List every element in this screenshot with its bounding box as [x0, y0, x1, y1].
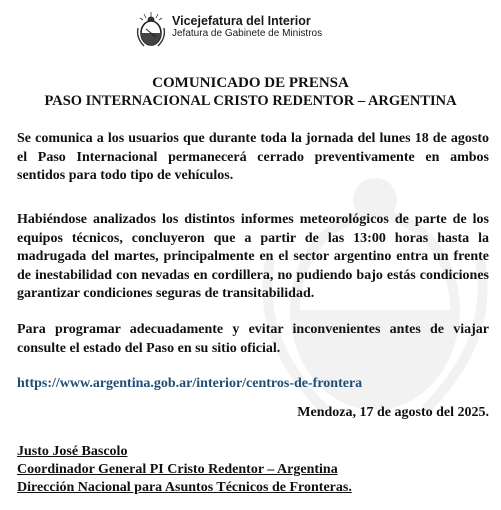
- institution-name: [172, 14, 322, 40]
- paragraph-weather-report: Habiéndose analizados los distintos informes meteorológicos de parte de los equipos técnicos, concluyeron que a partir de las 13:00 horas hasta la madrugada del martes, principalmente en el sector argentino entra un frente de inestabilidad con nevadas en cordillera, no pudiendo bajo estás condiciones garantizar condiciones seguras de transitabilidad.: [17, 212, 489, 301]
- place-and-date: Mendoza, 17 de agosto del 2025.: [297, 405, 489, 420]
- signatory-department: Dirección Nacional para Asuntos Técnicos de Fronteras.: [17, 480, 352, 495]
- signatory-position: Coordinador General PI Cristo Redentor – Argentina: [17, 462, 338, 477]
- institution-line2: Jefatura de Gabinete de Ministros: [172, 28, 323, 39]
- coat-of-arms-icon: [134, 10, 168, 50]
- paragraph-travel-advice: Para programar adecuadamente y evitar inconvenientes antes de viajar consulte el estado del Paso en su sitio oficial.: [17, 322, 489, 356]
- press-release-heading: COMUNICADO DE PRENSA: [152, 75, 349, 91]
- official-site-link[interactable]: https://www.argentina.gob.ar/interior/centros-de-frontera: [17, 376, 363, 391]
- institution-line1: Vicejefatura del Interior: [172, 14, 311, 28]
- press-release-subject: PASO INTERNACIONAL CRISTO REDENTOR – ARGENTINA: [44, 93, 457, 109]
- paragraph-closure-notice: Se comunica a los usuarios que durante toda la jornada del lunes 18 de agosto el Paso Internacional permanecerá cerrado preventivamente en ambos sentidos para todo tipo de vehículos.: [17, 131, 489, 183]
- signatory-name: Justo José Bascolo: [17, 444, 128, 459]
